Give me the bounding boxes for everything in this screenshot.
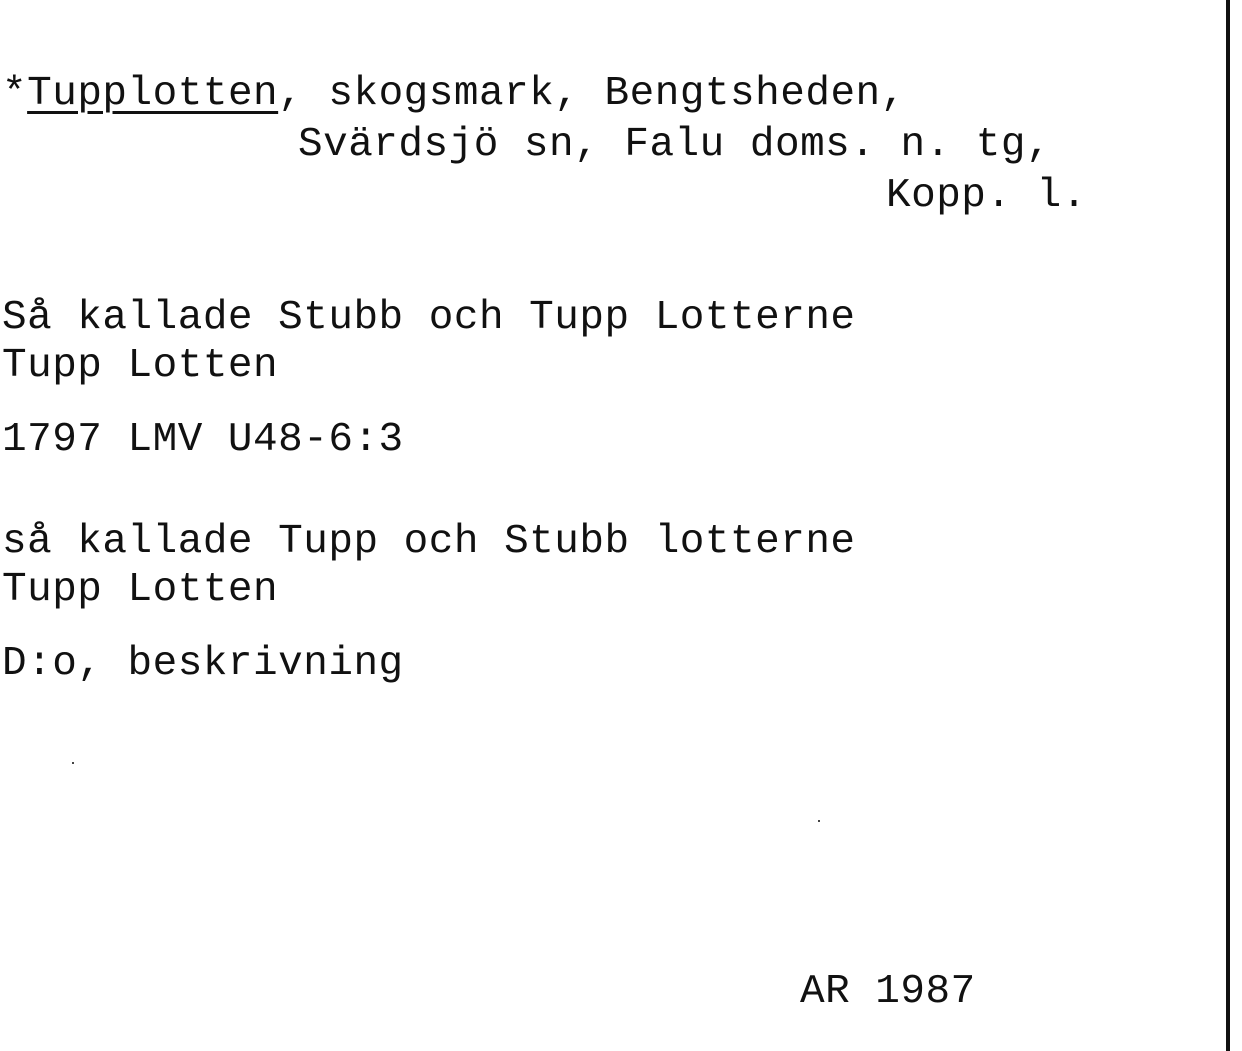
- headword: Tupplotten: [27, 71, 279, 117]
- entry-2-text: så kallade Tupp och Stubb lotterne: [2, 519, 856, 565]
- entry-1-source: 1797 LMV U48-6:3: [2, 417, 404, 463]
- entry-1-text: Så kallade Stubb och Tupp Lotterne: [2, 295, 856, 341]
- card-edge: [1226, 0, 1230, 1051]
- location-line: Svärdsjö sn, Falu doms. n. tg,: [298, 122, 1052, 168]
- footer-signature: AR 1987: [800, 969, 976, 1015]
- scan-speck: [72, 762, 74, 764]
- header-line: [2, 70, 906, 118]
- headword-asterisk: *: [2, 71, 28, 117]
- entry-2-source: D:o, beskrivning: [2, 641, 404, 687]
- entry-1-name: Tupp Lotten: [2, 343, 279, 389]
- entry-2-name: Tupp Lotten: [2, 567, 279, 613]
- scan-speck: [818, 820, 820, 822]
- header-rest: , skogsmark, Bengtsheden,: [278, 71, 906, 117]
- map-reference: Kopp. l.: [886, 173, 1087, 219]
